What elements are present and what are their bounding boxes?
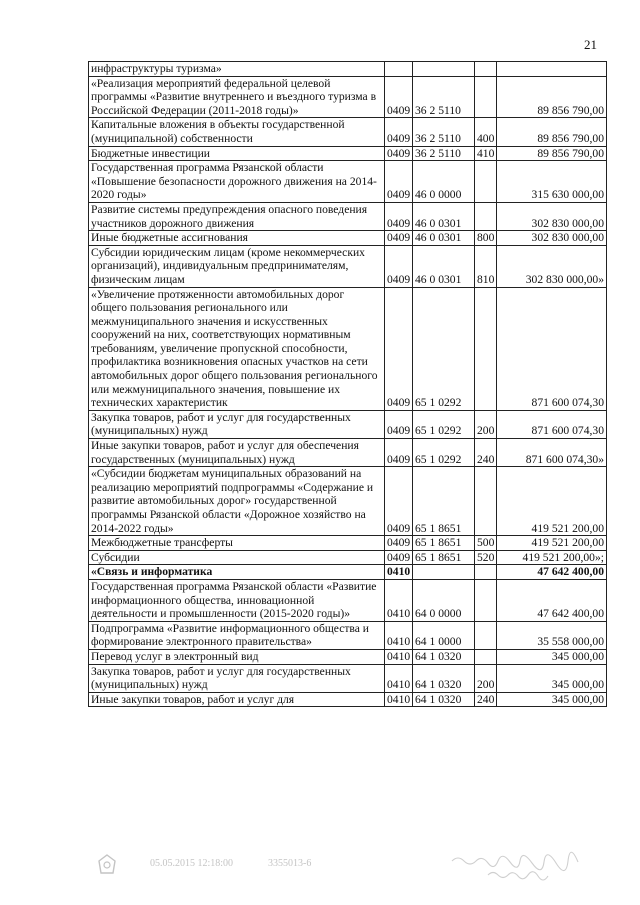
table-row: [89, 287, 607, 410]
row-target-code-cell: 65 1 8651: [413, 550, 475, 565]
row-name-cell: инфраструктуры туризма»: [89, 62, 385, 77]
row-name-cell: Подпрограмма «Развитие информационного общества и формирование электронного правительства»: [89, 621, 385, 649]
row-target-code-cell: 64 1 0320: [413, 664, 475, 692]
row-target-code-cell: 64 1 0320: [413, 692, 475, 707]
footer-timestamp: 05.05.2015 12:18:00: [150, 858, 234, 869]
row-expense-type-cell: 240: [475, 692, 497, 707]
row-target-code-cell: 46 0 0000: [413, 161, 475, 203]
row-amount-cell: 89 856 790,00: [497, 76, 607, 118]
row-amount-cell: [497, 62, 607, 77]
row-amount-cell: 871 600 074,30: [497, 410, 607, 438]
row-section-cell: 0410: [385, 649, 413, 664]
row-name-cell: «Связь и информатика: [89, 565, 385, 580]
row-section-cell: 0410: [385, 565, 413, 580]
row-name-cell: Капитальные вложения в объекты государственной (муниципальной) собственности: [89, 118, 385, 146]
row-amount-cell: 302 830 000,00»: [497, 245, 607, 287]
row-name-cell: Закупка товаров, работ и услуг для государственных (муниципальных) нужд: [89, 410, 385, 438]
row-expense-type-cell: 500: [475, 536, 497, 551]
table-row: [89, 146, 607, 161]
row-section-cell: 0409: [385, 76, 413, 118]
row-name-cell: Государственная программа Рязанской области «Развитие информационного общества, инновационной деятельности и промышленности (2015-2020 годы)»: [89, 579, 385, 621]
row-target-code-cell: 65 1 0292: [413, 439, 475, 467]
row-target-code-cell: 64 1 0320: [413, 649, 475, 664]
table-row: [89, 202, 607, 230]
row-target-code-cell: 64 0 0000: [413, 579, 475, 621]
row-name-cell: Субсидии юридическим лицам (кроме некоммерческих организаций), индивидуальным предпринимателям, физическим лицам: [89, 245, 385, 287]
row-expense-type-cell: [475, 287, 497, 410]
row-expense-type-cell: 200: [475, 410, 497, 438]
row-expense-type-cell: [475, 565, 497, 580]
row-amount-cell: 302 830 000,00: [497, 202, 607, 230]
row-expense-type-cell: [475, 76, 497, 118]
row-amount-cell: 315 630 000,00: [497, 161, 607, 203]
table-row: [89, 245, 607, 287]
row-amount-cell: 871 600 074,30»: [497, 439, 607, 467]
row-name-cell: «Реализация мероприятий федеральной целевой программы «Развитие внутреннего и въездного туризма в Российской Федерации (2011-2018 годы)»: [89, 76, 385, 118]
table-row: [89, 550, 607, 565]
row-amount-cell: 871 600 074,30: [497, 287, 607, 410]
page-number: 21: [584, 37, 597, 52]
table-row: [89, 62, 607, 77]
table-row: [89, 161, 607, 203]
row-expense-type-cell: [475, 621, 497, 649]
table-row: [89, 410, 607, 438]
row-amount-cell: 419 521 200,00: [497, 536, 607, 551]
table-row: [89, 231, 607, 246]
row-name-cell: «Субсидии бюджетам муниципальных образований на реализацию мероприятий подпрограммы «Содержание и развитие автомобильных дорог» государственной программы Рязанской области «Дорожное хозяйство на 2014-2022 годы»: [89, 467, 385, 536]
table-row: [89, 664, 607, 692]
row-amount-cell: 89 856 790,00: [497, 118, 607, 146]
row-section-cell: 0409: [385, 245, 413, 287]
row-name-cell: Закупка товаров, работ и услуг для государственных (муниципальных) нужд: [89, 664, 385, 692]
row-amount-cell: 345 000,00: [497, 664, 607, 692]
row-target-code-cell: 36 2 5110: [413, 118, 475, 146]
row-name-cell: Бюджетные инвестиции: [89, 146, 385, 161]
row-name-cell: Иные бюджетные ассигнования: [89, 231, 385, 246]
row-target-code-cell: [413, 62, 475, 77]
row-expense-type-cell: 200: [475, 664, 497, 692]
row-amount-cell: 419 521 200,00»;: [497, 550, 607, 565]
table-row: [89, 692, 607, 707]
table-row: [89, 467, 607, 536]
table-row: [89, 118, 607, 146]
row-section-cell: 0409: [385, 231, 413, 246]
row-section-cell: [385, 62, 413, 77]
row-target-code-cell: 36 2 5110: [413, 146, 475, 161]
document-footer: [0, 853, 640, 893]
row-target-code-cell: 36 2 5110: [413, 76, 475, 118]
table-row: [89, 439, 607, 467]
row-target-code-cell: 65 1 0292: [413, 410, 475, 438]
handwritten-seal-mark: [448, 851, 598, 883]
row-section-cell: 0409: [385, 161, 413, 203]
row-target-code-cell: 65 1 8651: [413, 467, 475, 536]
row-section-cell: 0409: [385, 439, 413, 467]
row-name-cell: Субсидии: [89, 550, 385, 565]
row-section-cell: 0409: [385, 467, 413, 536]
row-amount-cell: 47 642 400,00: [497, 579, 607, 621]
row-expense-type-cell: [475, 161, 497, 203]
row-expense-type-cell: [475, 649, 497, 664]
table-row: [89, 76, 607, 118]
row-name-cell: Развитие системы предупреждения опасного поведения участников дорожного движения: [89, 202, 385, 230]
budget-table: [88, 61, 607, 707]
footer-document-id: 3355013-6: [268, 858, 312, 869]
row-name-cell: Государственная программа Рязанской области «Повышение безопасности дорожного движения на 2014-2020 годы»: [89, 161, 385, 203]
budget-table-body: [89, 62, 607, 707]
row-amount-cell: 345 000,00: [497, 692, 607, 707]
row-name-cell: Перевод услуг в электронный вид: [89, 649, 385, 664]
row-expense-type-cell: [475, 579, 497, 621]
row-name-cell: Иные закупки товаров, работ и услуг для обеспечения государственных (муниципальных) нужд: [89, 439, 385, 467]
row-amount-cell: 35 558 000,00: [497, 621, 607, 649]
row-section-cell: 0410: [385, 621, 413, 649]
row-section-cell: 0409: [385, 410, 413, 438]
row-expense-type-cell: 520: [475, 550, 497, 565]
row-section-cell: 0409: [385, 146, 413, 161]
row-expense-type-cell: 240: [475, 439, 497, 467]
row-target-code-cell: 65 1 0292: [413, 287, 475, 410]
row-section-cell: 0410: [385, 664, 413, 692]
row-expense-type-cell: 400: [475, 118, 497, 146]
row-name-cell: Иные закупки товаров, работ и услуг для: [89, 692, 385, 707]
table-row: [89, 621, 607, 649]
row-expense-type-cell: 810: [475, 245, 497, 287]
row-amount-cell: 47 642 400,00: [497, 565, 607, 580]
table-row: [89, 579, 607, 621]
row-expense-type-cell: [475, 467, 497, 536]
row-target-code-cell: 46 0 0301: [413, 202, 475, 230]
document-stamp-icon: [96, 853, 118, 877]
row-expense-type-cell: [475, 62, 497, 77]
row-section-cell: 0410: [385, 579, 413, 621]
row-expense-type-cell: 800: [475, 231, 497, 246]
table-row: [89, 565, 607, 580]
row-amount-cell: 89 856 790,00: [497, 146, 607, 161]
row-section-cell: 0409: [385, 287, 413, 410]
row-target-code-cell: 46 0 0301: [413, 245, 475, 287]
row-section-cell: 0409: [385, 202, 413, 230]
row-target-code-cell: 65 1 8651: [413, 536, 475, 551]
row-target-code-cell: 64 1 0000: [413, 621, 475, 649]
row-section-cell: 0410: [385, 692, 413, 707]
row-name-cell: Межбюджетные трансферты: [89, 536, 385, 551]
row-target-code-cell: 46 0 0301: [413, 231, 475, 246]
row-target-code-cell: [413, 565, 475, 580]
row-expense-type-cell: [475, 202, 497, 230]
table-row: [89, 649, 607, 664]
row-section-cell: 0409: [385, 118, 413, 146]
row-name-cell: «Увеличение протяженности автомобильных дорог общего пользования регионального или межмуниципального значения и искусственных сооружений на них, соответствующих нормативным требованиям, увеличение пропускной способности, профилактика возникновения опасных участков на сети автомобильных дорог общего пользования регионального или межмуниципального значения, повышение их технических характеристик: [89, 287, 385, 410]
table-row: [89, 536, 607, 551]
row-section-cell: 0409: [385, 536, 413, 551]
row-amount-cell: 345 000,00: [497, 649, 607, 664]
row-amount-cell: 419 521 200,00: [497, 467, 607, 536]
row-amount-cell: 302 830 000,00: [497, 231, 607, 246]
row-expense-type-cell: 410: [475, 146, 497, 161]
row-section-cell: 0409: [385, 550, 413, 565]
